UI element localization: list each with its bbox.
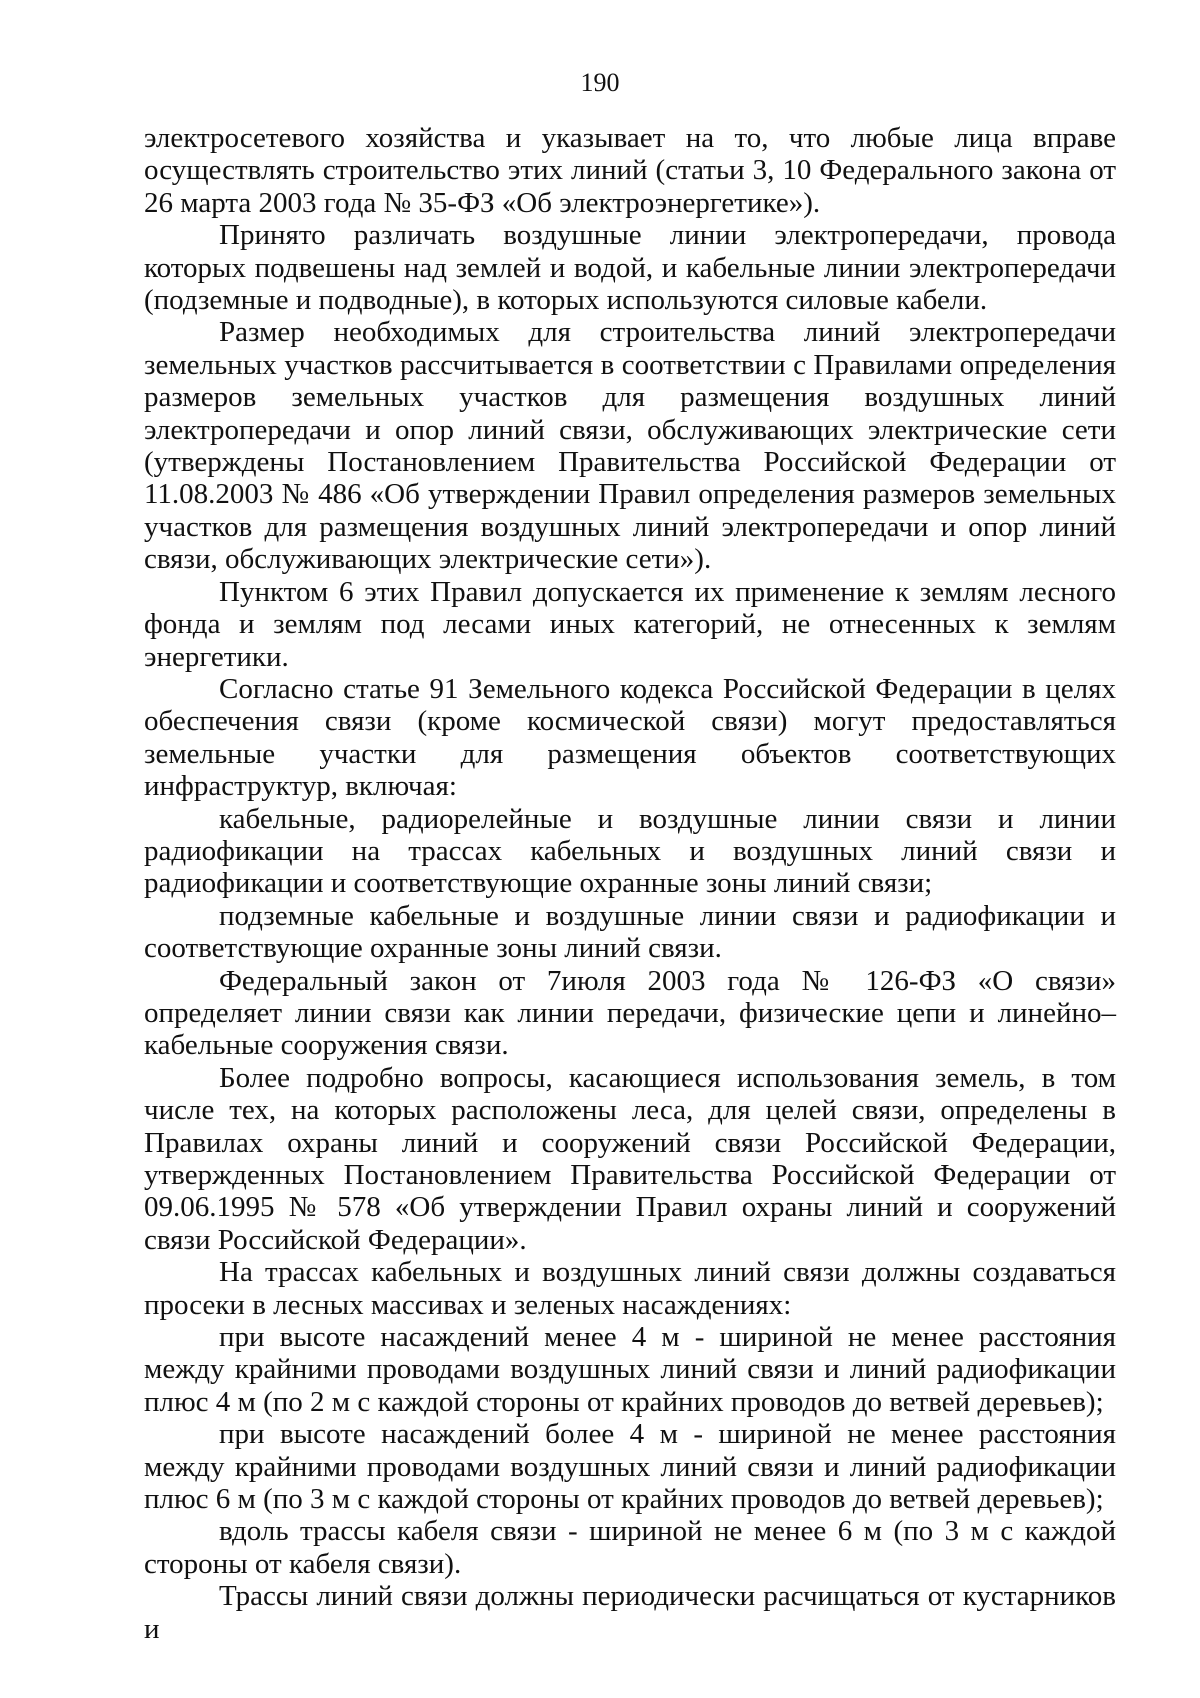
- list-item: кабельные, радиорелейные и воздушные линии связи и линии радиофикации на трассах кабельных и воздушных линий связи и радиофикации и соответствующие охранные зоны линий связи;: [144, 802, 1116, 900]
- paragraph: Более подробно вопросы, касающиеся использования земель, в том числе тех, на которых расположены леса, для целей связи, определены в Правилах охраны линий и сооружений связи Российской Федерации, утвержденных Постановлением Правительства Российской Федерации от 09.06.1995 № 578 «Об утверждении Правил охраны линий и сооружений связи Российской Федерации».: [144, 1061, 1116, 1256]
- paragraph: Трассы линий связи должны периодически расчищаться от кустарников и: [144, 1580, 1116, 1645]
- paragraph: Федеральный закон от 7июля 2003 года № 126-ФЗ «О связи» определяет линии связи как линии передачи, физические цепи и линейно–кабельные сооружения связи.: [144, 964, 1116, 1062]
- list-item: подземные кабельные и воздушные линии связи и радиофикации и соответствующие охранные зоны линий связи.: [144, 899, 1116, 965]
- paragraph: Согласно статье 91 Земельного кодекса Российской Федерации в целях обеспечения связи (кроме космической связи) могут предоставляться земельные участки для размещения объектов соответствующих инфраструктур, включая:: [144, 672, 1116, 803]
- page-number: 190: [580, 68, 620, 97]
- paragraph: электросетевого хозяйства и указывает на то, что любые лица вправе осуществлять строительство этих линий (статьи 3, 10 Федерального закона от 26 марта 2003 года № 35-ФЗ «Об электроэнергетике»).: [144, 122, 1116, 219]
- document-body: [144, 122, 1116, 1645]
- list-item: при высоте насаждений менее 4 м - шириной не менее расстояния между крайними проводами воздушных линий связи и линий радиофикации плюс 4 м (по 2 м с каждой стороны от крайних проводов до ветвей деревьев);: [144, 1321, 1116, 1418]
- paragraph: Пунктом 6 этих Правил допускается их применение к землям лесного фонда и землям под лесами иных категорий, не отнесенных к землям энергетики.: [144, 575, 1116, 673]
- paragraph: Принято различать воздушные линии электропередачи, провода которых подвешены над землей и водой, и кабельные линии электропередачи (подземные и подводные), в которых используются силовые кабели.: [144, 219, 1116, 317]
- paragraph: На трассах кабельных и воздушных линий связи должны создаваться просеки в лесных массивах и зеленых насаждениях:: [144, 1256, 1116, 1321]
- list-item: вдоль трассы кабеля связи - шириной не менее 6 м (по 3 м с каждой стороны от кабеля связи).: [144, 1515, 1116, 1580]
- paragraph: Размер необходимых для строительства линий электропередачи земельных участков рассчитывается в соответствии с Правилами определения размеров земельных участков для размещения воздушных линий электропередачи и опор линий связи, обслуживающих электрические сети (утверждены Постановлением Правительства Российской Федерации от 11.08.2003 № 486 «Об утверждении Правил определения размеров земельных участков для размещения воздушных линий электропередачи и опор линий связи, обслуживающих электрические сети»).: [144, 316, 1116, 576]
- list-item: при высоте насаждений более 4 м - шириной не менее расстояния между крайними проводами воздушных линий связи и линий радиофикации плюс 6 м (по 3 м с каждой стороны от крайних проводов до ветвей деревьев);: [144, 1418, 1116, 1516]
